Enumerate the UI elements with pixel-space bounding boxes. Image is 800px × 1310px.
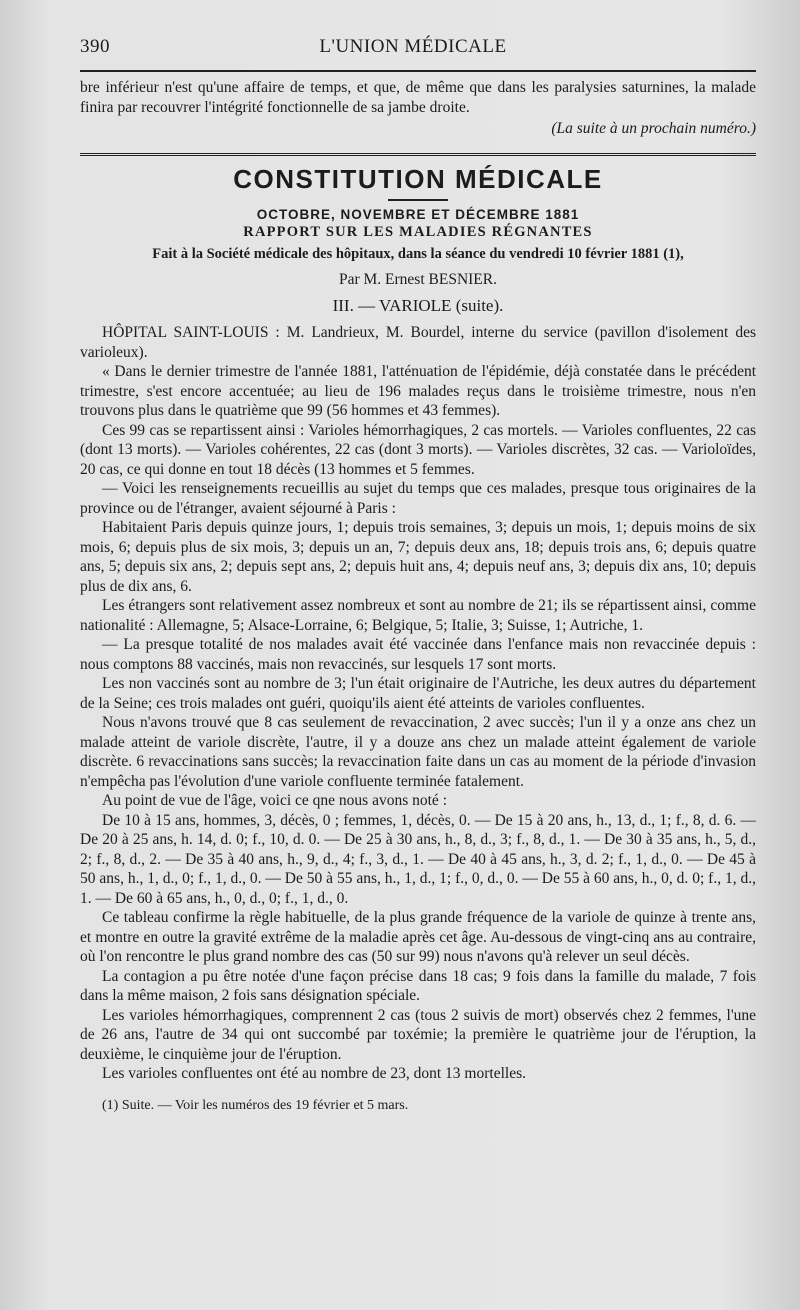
author-line: Par M. Ernest BESNIER. [338,271,497,288]
paragraph-vaccination: — La presque totalité de nos malades avait été vaccinée dans l'enfance mais non revaccinée depuis : nous comptons 88 vaccinés, mais non revaccinés, sur lesquels 17 sont morts. [80,636,756,673]
paragraph-case-breakdown: Ces 99 cas se repartissent ainsi : Varioles hémorrhagiques, 2 cas mortels. — Varioles confluentes, 22 cas (dont 13 morts). — Varioles cohérentes, 22 cas (dont 3 morts). — Varioles discrètes, 32 cas. — Varioloïdes, 20 cas, ce qui donne en tout 18 décès (13 hommes et 5 femmes. [80,421,756,478]
paragraph-age-intro: Au point de vue de l'âge, voici ce qne nous avons noté : [102,792,447,809]
report-title: RAPPORT SUR LES MALADIES RÉGNANTES [243,223,593,240]
paragraph-contagion: La contagion a pu être notée d'une façon précise dans 18 cas; 9 fois dans la famille du malade, 7 fois dans la même maison, 2 fois sans désignation spéciale. [80,967,756,1004]
paragraph-attenuation: « Dans le dernier trimestre de l'année 1881, l'atténuation de l'épidémie, déjà constatée dans le précédent trimestre, s'est encore accentuée; au lieu de 196 malades reçus dans le troisième trimestre, nous n'en trouvons plus dans le quatrième que 99 (56 hommes et 43 femmes). [80,363,756,419]
paragraph-confluent: Les varioles confluentes ont été au nombre de 23, dont 13 mortelles. [102,1065,526,1082]
paragraph-non-vaccinated: Les non vaccinés sont au nombre de 3; l'un était originaire de l'Autriche, les deux autres du département de la Seine; ces trois malades ont guéri, quoiqu'ils aient été atteints de varioles confluentes. [80,675,756,712]
paragraph-hospital: HÔPITAL SAINT-LOUIS : M. Landrieux, M. Bourdel, interne du service (pavillon d'isolement des varioleux). [80,324,756,361]
footnote: (1) Suite. — Voir les numéros des 19 février et 5 mars. [102,1097,409,1113]
paragraph-revaccination: Nous n'avons trouvé que 8 cas seulement de revaccination, 2 avec succès; l'un il y a onze ans chez un malade atteint de variole discrète, l'autre, il y a douze ans chez un malade atteint également de variole discrète. 6 revaccinations sans succès; la revaccination faite dans un cas au moment de la période d'invasion n'empêcha pas l'évolution d'une variole confluente terminée fatalement. [80,714,756,790]
paragraph-hemorrhagic: Les varioles hémorrhagiques, comprennent 2 cas (tous 2 suivis de mort) observés chez 2 femmes, l'une de 26 ans, l'autre de 34 qui ont succombé par toxémie; la première le quatrième jour de l'éruption, la deuxième, le cinquième jour de l'éruption. [80,1006,756,1063]
paragraph-foreigners: Les étrangers sont relativement assez nombreux et sont au nombre de 21; ils se répartissent ainsi, comme nationalité : Allemagne, 5; Alsace-Lorraine, 6; Belgique, 5; Italie, 3; Suisse, 1; Autriche, 1. [80,597,756,634]
paragraph-residence-durations: Habitaient Paris depuis quinze jours, 1; depuis trois semaines, 3; depuis un mois, 1; depuis moins de six mois, 6; depuis plus de six mois, 3; depuis un an, 7; depuis deux ans, 18; depuis trois ans, 6; depuis quatre ans, 5; depuis six ans, 2; depuis sept ans, 2; depuis huit ans, 4; depuis neuf ans, 3; depuis dix ans, 10; depuis plus de dix ans, 6. [80,519,756,595]
paragraph-age-table: De 10 à 15 ans, hommes, 3, décès, 0 ; femmes, 1, décès, 0. — De 15 à 20 ans, h., 13, d., 1; f., 8, d. 6. — De 20 à 25 ans, h. 14, d. 0; f., 10, d. 0. — De 25 à 30 ans, h., 8, d., 3; f., 8, d., 1. — De 30 à 35 ans, h., 5, d., 2; f., 8, d., 2. — De 35 à 40 ans, h., 9, d., 4; f., 3, d., 1. — De 40 à 45 ans, h., 3, d. 2; f., 1, d., 0. — De 45 à 50 ans, h., 1, d., 0; f., 1, d., 0. — De 50 à 55 ans, h., 1, d., 1; f., 0, d., 0. — De 55 à 60 ans, h., 0, d. 0; f., 1, d., 1. — De 60 à 65 ans, h., 0, d., 0; f., 1, d., 0. [80,811,756,907]
journal-title: L'UNION MÉDICALE [319,36,507,57]
paragraph-residence-intro: — Voici les renseignements recueillis au sujet du temps que ces malades, presque tous originaires de la province ou de l'étranger, avaient séjourné à Paris : [80,480,756,517]
section-title: CONSTITUTION MÉDICALE [233,163,603,194]
section-period: OCTOBRE, NOVEMBRE ET DÉCEMBRE 1881 [256,206,580,222]
header-rule [80,70,756,72]
section-divider [80,153,756,156]
presented-note: Fait à la Société médicale des hôpitaux, dans la séance du vendredi 10 février 1881 (1), [152,245,684,262]
to-be-continued-note: (La suite à un prochain numéro.) [551,120,756,137]
chapter-heading: III. — VARIOLE (suite). [332,295,504,315]
paragraph-age-conclusion: Ce tableau confirme la règle habituelle, de la plus grande fréquence de la variole de quinze à trente ans, et montre en outre la gravité extrême de la maladie après cet âge. Au-dessous de vingt-cinq ans au contraire, où l'on rencontre le plus grand nombre des cas (50 sur 99) nous n'avons qu'à relever un seul décès. [80,909,756,965]
page-number: 390 [80,36,110,57]
continuation-text: bre inférieur n'est qu'une affaire de temps, et que, de même que dans les paralysies saturnines, la malade finira par recouvrer l'intégrité fonctionnelle de sa jambe droite. [80,79,756,116]
title-rule [388,199,448,201]
page-header [80,36,756,58]
